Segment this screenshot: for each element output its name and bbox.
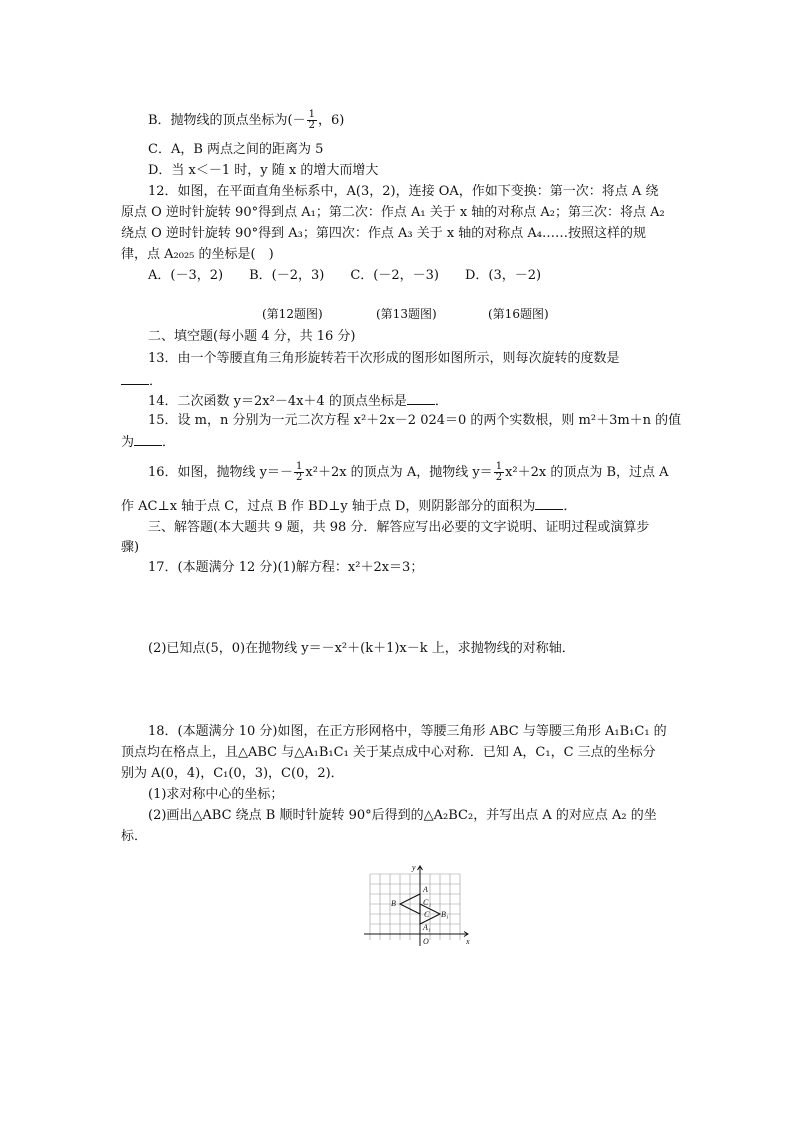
q16-line2 [121, 497, 576, 515]
point-c-label: C [424, 910, 430, 919]
q14-text: 14．二次函数 y＝2x²－4x＋4 的顶点坐标是 [148, 394, 407, 409]
answer-blank [121, 372, 149, 385]
grid [370, 874, 460, 940]
section2-title: 二、填空题(每小题 4 分，共 16 分) [148, 329, 356, 344]
q13-line1: 13．由一个等腰直角三角形旋转若干次形成的图形如图所示，则每次旋转的度数是 [148, 351, 620, 366]
q16-text-b: x²＋2x 的顶点为 A，抛物线 y＝ [305, 465, 493, 480]
q15-end: ． [162, 435, 176, 450]
answer-blank [134, 433, 162, 446]
q13-end: ． [149, 374, 163, 389]
q18-line4: (1)求对称中心的坐标； [148, 787, 284, 802]
q15-line2-text: 为 [121, 435, 135, 450]
figure-label-12: (第12题图) [262, 307, 323, 321]
figure-label-16: (第16题图) [488, 307, 549, 321]
q11-option-d: D．当 x＜－1 时，y 随 x 的增大而增大 [148, 163, 379, 178]
origin-label: O [423, 937, 429, 946]
q18-line2: 顶点均在格点上，且△ABC 与△A₁B₁C₁ 关于某点成中心对称．已知 A，C₁，C 三点的坐标分 [121, 745, 656, 760]
q11-option-b [148, 110, 344, 131]
point-a1-label: A₁ [423, 923, 431, 932]
q18-line1: 18．(本题满分 10 分)如图，在正方形网格中，等腰三角形 ABC 与等腰三角形 A₁B₁C₁ 的 [148, 724, 667, 739]
q16-line2-text: 作 AC⊥x 轴于点 C，过点 B 作 BD⊥y 轴于点 D，则阴影部分的面积为 [121, 499, 536, 514]
q18-line5: (2)画出△ABC 绕点 B 顺时针旋转 90°后得到的△A₂BC₂，并写出点 A 的对应点 A₂ 的坐 [148, 808, 657, 823]
fraction [494, 462, 504, 483]
q14 [148, 392, 448, 410]
q16-end: ． [563, 499, 577, 514]
point-b-label: B [391, 899, 396, 908]
q16-text-a: 16．如图，抛物线 y＝－ [148, 465, 294, 480]
q17-part2: (2)已知点(5，0)在抛物线 y＝－x²＋(k＋1)x－k 上，求抛物线的对称轴． [148, 641, 575, 656]
answer-blank [407, 392, 435, 405]
fraction [294, 462, 304, 483]
q15-line1: 15．设 m，n 分别为一元二次方程 x²＋2x－2 024＝0 的两个实数根，则 m²＋3m＋n 的值 [148, 413, 682, 428]
numerator: 1 [308, 109, 316, 120]
axes [364, 866, 468, 946]
section3-title-line2: 骤) [121, 540, 140, 555]
denominator: 2 [495, 472, 503, 483]
q11-option-c: C．A，B 两点之间的距离为 5 [148, 142, 324, 157]
section3-title-line1: 三、解答题(本大题共 9 题，共 98 分．解答应写出必要的文字说明、证明过程或演算步 [148, 520, 650, 535]
q14-end: ． [434, 394, 448, 409]
numerator: 1 [495, 461, 503, 472]
q11-option-b-text: B．抛物线的顶点坐标为(－ [148, 113, 306, 128]
q16-line1 [148, 462, 669, 483]
q12-line3: 绕点 O 逆时针旋转 90°得到 A₃；第四次：作点 A₃ 关于 x 轴的对称点 A₄……按照这样的规 [121, 226, 647, 241]
figure-label-13: (第13题图) [376, 307, 437, 321]
q18-line3: 别为 A(0，4)，C₁(0，3)，C(0，2)． [121, 766, 344, 781]
q18-grid-figure [360, 862, 475, 952]
x-axis-label: x [466, 937, 470, 946]
y-axis-label: y [412, 863, 416, 872]
q17-part1: 17．(本题满分 12 分)(1)解方程：x²＋2x＝3； [148, 560, 424, 575]
point-b1-label: B₁ [441, 910, 449, 919]
q12-line2: 原点 O 逆时针旋转 90°得到点 A₁；第二次：作点 A₁ 关于 x 轴的对称点 A₂；第三次：将点 A₂ [121, 205, 665, 220]
q12-line4: 律，点 A₂₀₂₅ 的坐标是( ) [121, 247, 274, 262]
numerator: 1 [296, 461, 303, 472]
q12-line1: 12．如图，在平面直角坐标系中，A(3，2)，连接 OA，作如下变换：第一次：将点 A 绕 [148, 184, 659, 199]
q18-line6: 标． [121, 829, 148, 844]
q16-text-c: x²＋2x 的顶点为 B，过点 A [505, 465, 669, 480]
q15-line2 [121, 433, 175, 451]
point-c1-label: C₁ [423, 898, 432, 907]
answer-blank [535, 497, 563, 510]
denominator: 2 [296, 472, 303, 483]
q13-line2 [121, 372, 162, 390]
denominator: 2 [308, 120, 316, 131]
q11-option-b-suffix: ，6) [318, 113, 345, 128]
fraction [307, 110, 317, 131]
point-a-label: A [423, 885, 428, 894]
q12-options: A．(－3，2) B．(－2，3) C．(－2，－3) D．(3，－2) [148, 268, 542, 283]
